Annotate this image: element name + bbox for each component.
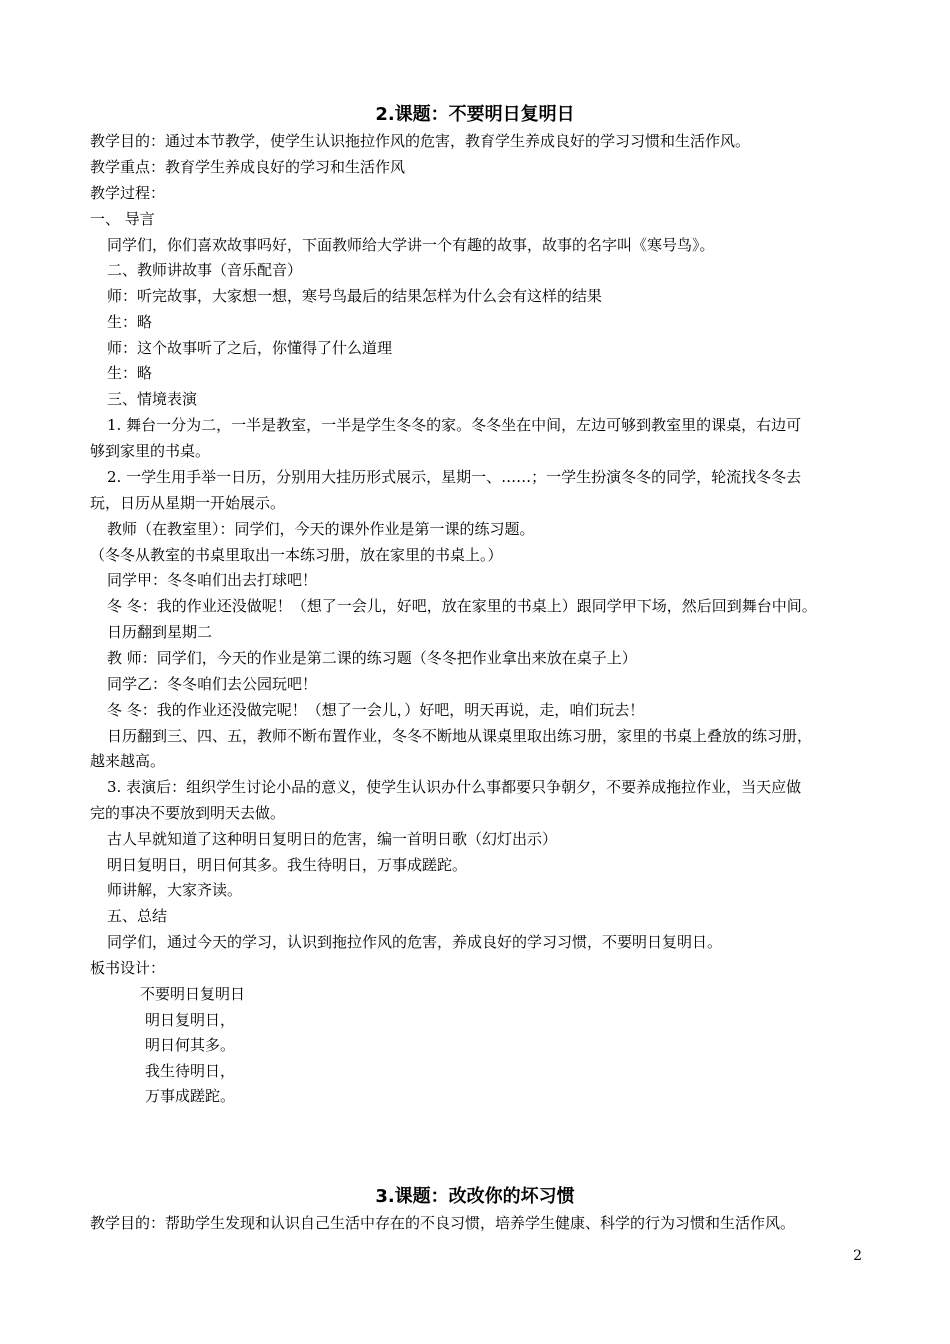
lesson2-line-32: 同学们，通过今天的学习，认识到拖拉作风的危害，养成良好的学习习惯，不要明日复明日。	[107, 933, 723, 951]
lesson2-title: 2.课题：不要明日复明日	[375, 104, 575, 125]
lesson2-line-10: 生：略	[107, 364, 153, 382]
lesson2-line-14: 2. 一学生用手举一日历，分别用大挂历形式展示，星期一、……；一学生扮演冬冬的同学，轮流找冬冬去	[107, 468, 802, 486]
lesson2-line-21: 教 师：同学们，今天的作业是第二课的练习题（冬冬把作业拿出来放在桌子上）	[107, 649, 637, 667]
lesson2-line-19: 冬 冬：我的作业还没做呢！（想了一会儿，好吧，放在家里的书桌上）跟同学甲下场，然后回到舞台中间。	[107, 597, 817, 615]
board-design-line-4: 万事成蹉跎。	[145, 1087, 236, 1105]
lesson2-line-7: 师：听完故事，大家想一想，寒号鸟最后的结果怎样为什么会有这样的结果	[107, 287, 603, 305]
board-design-title: 不要明日复明日	[140, 985, 246, 1003]
lesson2-line-4: 一、 导言	[90, 210, 155, 228]
lesson2-line-1: 教学目的：通过本节教学，使学生认识拖拉作风的危害，教育学生养成良好的学习习惯和生活作风。	[90, 132, 751, 150]
lesson2-line-29: 明日复明日，明日何其多。我生待明日，万事成蹉跎。	[107, 856, 468, 874]
lesson2-line-8: 生：略	[107, 313, 153, 331]
board-design-line-3: 我生待明日，	[145, 1062, 236, 1080]
lesson2-line-24: 日历翻到三、四、五，教师不断布置作业，冬冬不断地从课桌里取出练习册，家里的书桌上叠放的练习册，	[107, 727, 813, 745]
lesson2-line-15: 玩，日历从星期一开始展示。	[90, 494, 286, 512]
lesson2-line-6: 二、教师讲故事（音乐配音）	[107, 261, 303, 279]
lesson2-line-33: 板书设计：	[90, 959, 166, 977]
lesson2-line-11: 三、情境表演	[107, 390, 198, 408]
page-number: 2	[853, 1248, 862, 1264]
lesson2-line-5: 同学们，你们喜欢故事吗好，下面教师给大学讲一个有趣的故事，故事的名字叫《寒号鸟》。	[107, 236, 715, 254]
lesson2-line-20: 日历翻到星期二	[107, 623, 213, 641]
lesson3-title: 3.课题：改改你的坏习惯	[375, 1186, 575, 1207]
lesson3-line-1: 教学目的：帮助学生发现和认识自己生活中存在的不良习惯，培养学生健康、科学的行为习惯和生活作风。	[90, 1214, 796, 1232]
lesson2-line-13: 够到家里的书桌。	[90, 442, 211, 460]
lesson2-line-27: 完的事决不要放到明天去做。	[90, 804, 286, 822]
lesson2-line-2: 教学重点：教育学生养成良好的学习和生活作风	[90, 158, 406, 176]
lesson2-line-31: 五、总结	[107, 907, 168, 925]
lesson2-line-16: 教师（在教室里）：同学们，今天的课外作业是第一课的练习题。	[107, 520, 535, 538]
lesson2-line-30: 师讲解，大家齐读。	[107, 881, 243, 899]
lesson2-line-25: 越来越高。	[90, 752, 166, 770]
lesson2-line-9: 师：这个故事听了之后，你懂得了什么道理	[107, 339, 393, 357]
lesson2-line-26: 3. 表演后：组织学生讨论小品的意义，使学生认识办什么事都要只争朝夕，不要养成拖拉作业，当天应做	[107, 778, 802, 796]
lesson2-line-28: 古人早就知道了这种明日复明日的危害，编一首明日歌（幻灯出示）	[107, 830, 558, 848]
lesson2-line-18: 同学甲：冬冬咱们出去打球吧！	[107, 571, 318, 589]
lesson2-line-22: 同学乙：冬冬咱们去公园玩吧！	[107, 675, 318, 693]
lesson2-line-17: （冬冬从教室的书桌里取出一本练习册，放在家里的书桌上。）	[90, 546, 503, 564]
board-design-line-1: 明日复明日，	[145, 1011, 236, 1029]
lesson2-line-3: 教学过程：	[90, 184, 166, 202]
board-design-line-2: 明日何其多。	[145, 1036, 236, 1054]
lesson2-line-23: 冬 冬：我的作业还没做完呢！（想了一会儿，）好吧，明天再说，走，咱们玩去！	[107, 701, 645, 719]
lesson2-line-12: 1. 舞台一分为二，一半是教室，一半是学生冬冬的家。冬冬坐在中间，左边可够到教室里的课桌，右边可	[107, 416, 802, 434]
